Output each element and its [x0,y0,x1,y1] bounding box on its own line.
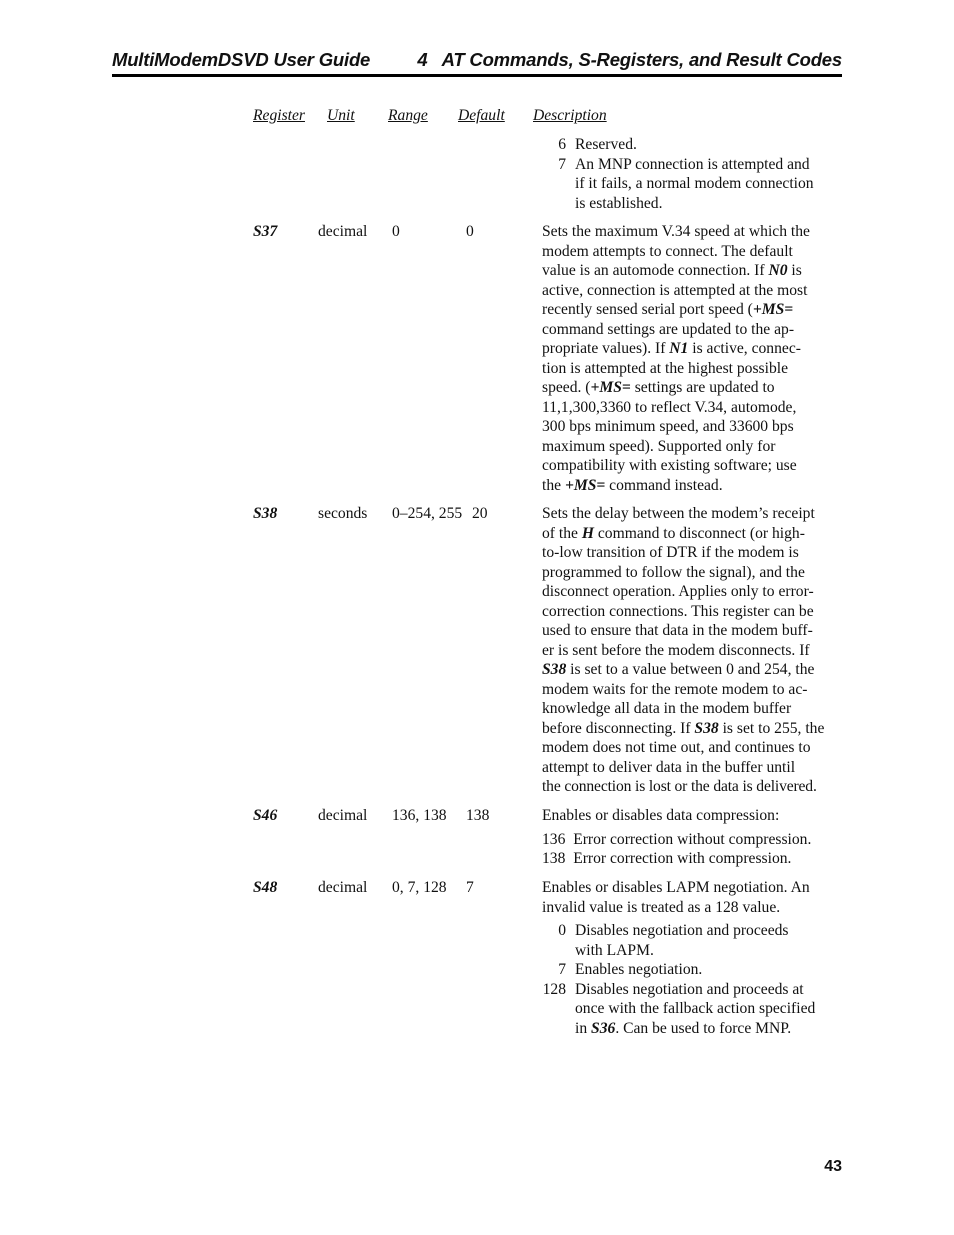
command-ref: N0 [768,262,788,279]
register-range: 0–254, 255 [392,505,463,522]
desc-line: Sets the delay between the modem’s receipt [542,505,815,522]
desc-line: 11,1,300,3360 to reflect V.34, automode, [542,398,797,416]
option-line: 138 Error correction with compression. [542,850,792,867]
list-item [542,921,844,960]
desc-line: propriate values). If N1 is active, connec- [542,340,801,357]
command-ref: +MS= [564,476,606,494]
col-description: Description [533,107,607,124]
desc-line: to-low transition of DTR if the modem is [542,544,799,561]
continued-description [542,135,844,213]
register-name: S37 [253,223,278,240]
register-range: 0, 7, 128 [392,879,447,896]
desc-line: maximum speed). Supported only for [542,437,776,455]
item-text: Disables negotiation and proceeds at [575,980,804,998]
desc-line: speed. (+MS= settings are updated to [542,379,775,396]
item-number: 6 [558,136,566,153]
register-range: 0 [392,223,400,240]
list-item [542,980,844,1039]
command-ref: S36 [591,1019,616,1037]
desc-line: modem attempts to connect. The default [542,242,793,260]
register-default: 0 [466,223,474,240]
item-text: with LAPM. [575,941,654,959]
register-unit: decimal [318,223,368,240]
item-number: 0 [558,922,566,939]
desc-line: attempt to deliver data in the buffer until [542,758,796,776]
desc-line: recently sensed serial port speed (+MS= [542,301,794,318]
command-ref: S38 [542,661,567,678]
register-default: 20 [472,505,488,522]
desc-line: Enables or disables LAPM negotiation. An [542,879,810,896]
item-text: Enables negotiation. [575,961,703,978]
register-unit: decimal [318,807,368,824]
register-name: S38 [253,505,278,522]
page-number: 43 [824,1158,842,1175]
desc-line: command settings are updated to the ap- [542,320,795,338]
register-description [542,878,844,1038]
guide-title: MultiModemDSVD User Guide [112,49,371,70]
command-ref: +MS= [590,379,631,396]
desc-line: Enables or disables data compression: [542,807,780,824]
desc-line: disconnect operation. Applies only to error- [542,583,814,600]
item-number: 7 [558,155,566,173]
register-description [542,504,844,797]
desc-line: used to ensure that data in the modem buff- [542,622,813,639]
desc-line: before disconnecting. If S38 is set to 255, the [542,719,825,737]
desc-line: correction connections. This register can be [542,602,814,620]
item-text: is established. [575,194,663,212]
desc-line: modem does not time out, and continues to [542,739,811,756]
register-name: S48 [253,879,278,896]
col-register: Register [253,107,305,124]
register-range: 136, 138 [392,807,447,824]
option-line: 136 Error correction without compression. [542,830,812,848]
register-description [542,222,844,495]
item-text: once with the fallback action specified [575,1000,816,1017]
col-unit: Unit [327,107,355,124]
running-header [112,48,842,77]
command-ref: N1 [669,340,689,357]
desc-line: programmed to follow the signal), and the [542,563,805,581]
item-number: 128 [542,980,566,998]
desc-line: invalid value is treated as a 128 value. [542,898,781,916]
register-name: S46 [253,807,278,824]
desc-line: compatibility with existing software; use [542,457,797,474]
register-default: 138 [466,807,490,824]
item-text: An MNP connection is attempted and [575,155,810,173]
desc-line: value is an automode connection. If N0 is [542,262,802,279]
desc-line: 300 bps minimum speed, and 33600 bps [542,418,794,435]
desc-line: the +MS= command instead. [542,476,723,494]
col-range: Range [388,107,428,124]
item-text: if it fails, a normal modem connection [575,175,814,192]
item-text: Disables negotiation and proceeds [575,922,789,939]
item-number: 7 [558,961,566,978]
list-item [542,960,844,980]
register-description [542,806,844,869]
register-unit: seconds [318,505,368,522]
desc-line: Sets the maximum V.34 speed at which the [542,223,810,240]
desc-line: the connection is lost or the data is delivered. [542,778,817,795]
item-text: in S36. Can be used to force MNP. [575,1019,792,1037]
item-text: Reserved. [575,136,637,153]
desc-line: of the H command to disconnect (or high- [542,524,805,542]
register-default: 7 [466,879,474,896]
command-ref: H [581,524,594,542]
col-default: Default [458,107,505,124]
list-item [542,135,844,155]
chapter-title: 4 AT Commands, S-Registers, and Result Codes [417,49,842,70]
desc-line: tion is attempted at the highest possible [542,359,788,377]
desc-line: er is sent before the modem disconnects. If [542,641,810,659]
list-item [542,155,844,214]
desc-line: knowledge all data in the modem buffer [542,700,792,717]
desc-line: modem waits for the remote modem to ac- [542,680,808,698]
command-ref: S38 [694,719,719,737]
register-unit: decimal [318,879,368,896]
desc-line: active, connection is attempted at the most [542,281,808,299]
desc-line: S38 is set to a value between 0 and 254, the [542,661,815,678]
command-ref: +MS= [752,301,794,318]
